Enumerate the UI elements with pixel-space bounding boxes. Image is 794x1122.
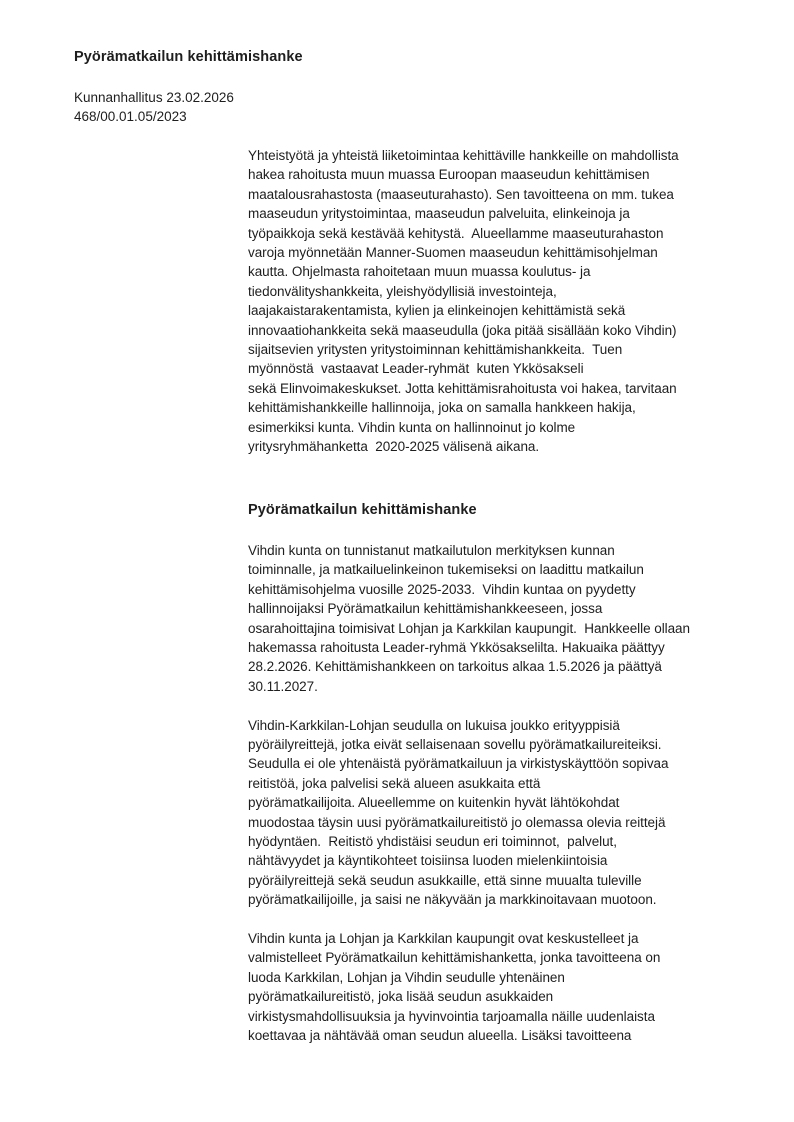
text-line: sekä Elinvoimakeskukset. Jotta kehittämisrahoitusta voi hakea, tarvitaan: [248, 380, 677, 396]
text-line: esimerkiksi kunta. Vihdin kunta on hallinnoinut jo kolme: [248, 419, 576, 435]
text-line: hakea rahoitusta muun muassa Euroopan maaseudun kehittämisen: [248, 167, 650, 183]
text-line: yritysryhmähanketta 2020-2025 välisenä aikana.: [248, 439, 540, 455]
text-line: nähtävyydet ja käyntikohteet toisiinsa luoden mielenkiintoisia: [248, 853, 608, 869]
text-line: kehittämishankkeille hallinnoija, joka on samalla hankkeen hakija,: [248, 400, 636, 416]
text-line: pyöräilyreittejä sekä seudun asukkaille, että sinne muualta tuleville: [248, 872, 642, 888]
text-line: työpaikkoja sekä kestävää kehitystä. Alueellamme maaseuturahaston: [248, 225, 664, 241]
text-line: innovaatiohankkeita sekä maaseudulla (joka pitää sisällään koko Vihdin): [248, 322, 677, 338]
text-line: pyörämatkailureitistö, joka lisää seudun asukkaiden: [248, 989, 554, 1005]
document-body: [248, 146, 768, 1045]
text-line: maatalousrahastosta (maaseuturahasto). Sen tavoitteena on mm. tukea: [248, 186, 674, 202]
text-line: kautta. Ohjelmasta rahoitetaan muun muassa koulutus- ja: [248, 264, 591, 280]
paragraph-route-situation: [248, 716, 768, 910]
meta-committee-date: Kunnanhallitus 23.02.2026: [74, 90, 234, 105]
paragraph-project-application: [248, 541, 768, 696]
text-line: maaseudun yritystoimintaa, maaseudun palveluita, elinkeinoja ja: [248, 206, 630, 222]
text-line: reitistöä, joka palvelisi sekä alueen asukkaita että: [248, 775, 541, 791]
text-line: hyödyntäen. Reitistö yhdistäisi seudun eri toiminnot, palvelut,: [248, 833, 617, 849]
text-line: osarahoittajina toimisivat Lohjan ja Karkkilan kaupungit. Hankkeelle ollaan: [248, 620, 690, 636]
text-line: hakemassa rahoitusta Leader-ryhmä Ykkösakselilta. Hakuaika päättyy: [248, 639, 665, 655]
text-line: pyöräilyreittejä, jotka eivät sellaisenaan sovellu pyörämatkailureiteiksi.: [248, 736, 662, 752]
text-line: Yhteistyötä ja yhteistä liiketoimintaa kehittäville hankkeille on mahdollista: [248, 148, 679, 163]
meta-record-number: 468/00.01.05/2023: [74, 109, 187, 125]
text-line: kehittämisohjelma vuosille 2025-2033. Vihdin kuntaa on pyydetty: [248, 581, 636, 597]
text-line: muodostaa täysin uusi pyörämatkailureitistö jo olemassa olevia reittejä: [248, 814, 666, 830]
text-line: 28.2.2026. Kehittämishankkeen on tarkoitus alkaa 1.5.2026 ja päättyä: [248, 659, 662, 675]
document-meta: [74, 88, 234, 127]
text-line: Vihdin kunta on tunnistanut matkailutulon merkityksen kunnan: [248, 542, 615, 558]
text-line: Vihdin kunta ja Lohjan ja Karkkilan kaupungit ovat keskustelleet ja: [248, 931, 639, 946]
text-line: 30.11.2027.: [248, 678, 318, 694]
text-line: toiminnalle, ja matkailuelinkeinon tukemiseksi on laadittu matkailun: [248, 562, 644, 578]
text-line: virkistysmahdollisuuksia ja hyvinvointia tarjoamalla näille uudenlaista: [248, 1008, 655, 1024]
text-line: tiedonvälityshankkeita, yleishyödyllisiä investointeja,: [248, 283, 557, 299]
paragraph-project-goals: [248, 929, 768, 1045]
text-line: valmistelleet Pyörämatkailun kehittämishanketta, jonka tavoitteena on: [248, 950, 661, 966]
document-title: Pyörämatkailun kehittämishanke: [74, 49, 303, 65]
text-line: luoda Karkkilan, Lohjan ja Vihdin seudulle yhtenäinen: [248, 969, 565, 985]
text-line: varoja myönnetään Manner-Suomen maaseudun kehittämisohjelman: [248, 245, 658, 261]
text-line: sijaitsevien yritysten yritystoiminnan kehittämishankkeita. Tuen: [248, 342, 623, 358]
text-line: Seudulla ei ole yhtenäistä pyörämatkailuun ja virkistyskäyttöön sopivaa: [248, 756, 669, 772]
text-line: Vihdin-Karkkilan-Lohjan seudulla on lukuisa joukko erityyppisiä: [248, 717, 620, 733]
text-line: myönnöstä vastaavat Leader-ryhmät kuten Ykkösakseli: [248, 361, 584, 377]
text-line: pyörämatkailijoille, ja saisi ne näkyvään ja markkinoitavaan muotoon.: [248, 892, 657, 908]
text-line: hallinnoijaksi Pyörämatkailun kehittämishankkeeseen, jossa: [248, 601, 603, 617]
text-line: pyörämatkailijoita. Alueellemme on kuitenkin hyvät lähtökohdat: [248, 795, 620, 811]
section-heading: Pyörämatkailun kehittämishanke: [248, 501, 477, 518]
paragraph-funding-intro: [248, 146, 768, 457]
text-line: koettavaa ja nähtävää oman seudun alueella. Lisäksi tavoitteena: [248, 1028, 632, 1044]
text-line: laajakaistarakentamista, kylien ja elinkeinojen kehittämistä sekä: [248, 303, 626, 319]
